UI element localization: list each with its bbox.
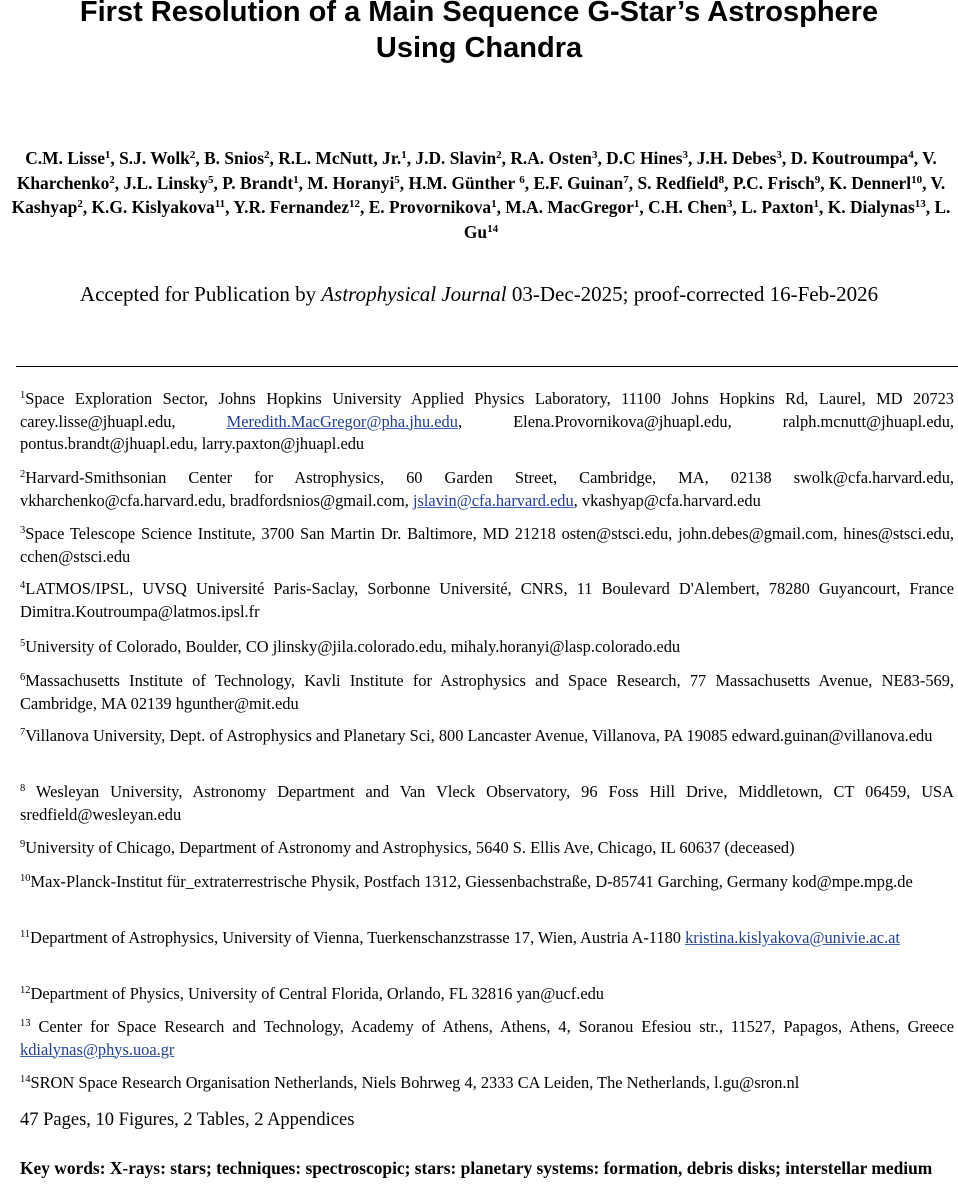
author: [510, 148, 597, 168]
affiliation-text: University of Colorado, Boulder, CO jlinsky@jila.colorado.edu, mihaly.horanyi@lasp.colorado.edu: [25, 637, 681, 656]
author-name: P.C. Frisch: [732, 172, 815, 193]
author: [606, 148, 688, 168]
author-name: C.H. Chen: [648, 197, 727, 217]
author-name: S. Redfield: [637, 172, 719, 193]
author-affiliation-number: 2: [77, 198, 83, 210]
author: [697, 148, 782, 168]
author-name: P. Brandt: [222, 172, 294, 193]
affiliation-number: 13: [20, 1018, 31, 1029]
author: [533, 173, 628, 193]
author-affiliation-number: 14: [487, 222, 499, 235]
affiliation-number: 12: [20, 985, 31, 996]
author-affiliation-number: 2: [496, 149, 502, 161]
author: [828, 197, 926, 217]
author: [119, 148, 195, 168]
affiliation-number: 5: [20, 638, 26, 649]
author: [648, 197, 732, 217]
divider-line: [16, 366, 958, 367]
affiliation-number: 7: [20, 727, 26, 738]
author-name: D.C Hines: [606, 148, 683, 168]
affiliation-number: 11: [20, 929, 31, 940]
affiliation-8: [20, 781, 954, 826]
author-affiliation-number: 8: [718, 173, 725, 186]
author-name: Y.R. Fernandez: [233, 197, 349, 217]
author-affiliation-number: 3: [776, 149, 782, 161]
title-line-2: Using Chandra: [375, 32, 583, 64]
affiliation-text: SRON Space Research Organisation Netherlands, Niels Bohrweg 4, 2333 CA Leiden, The Netherlands, l.gu@sron.nl: [30, 1073, 800, 1092]
author-name: E. Provornikova: [368, 197, 492, 217]
affiliation-text-continued: , Elena.Provornikova@jhuapl.edu, ralph.mcnutt@jhuapl.edu, pontus.brandt@jhuapl.edu, larry.paxton@jhuapl.edu: [20, 411, 954, 453]
affiliation-number: 4: [20, 580, 26, 591]
author-name: V. Kharchenko: [16, 148, 937, 193]
author-list: C.M. Lisse$^1$, S.J. Wolk$^2$, B. Snios$^2$, R.L. McNutt, Jr.$^1$, J.D. Slavin$^2$, R.A. Osten$^3$, D.C Hines$^3$, J.H. Debes$^3$, D. Koutroumpa$^4$, V. Kharchenko$^2$, J.L. Linsky$^5$, P. Brandt$^1$, M. Horanyi$^5$, H.M. Günther $^6$, E.F. Guinan$^7$, S. Redfield$^8$, P.C. Frisch$^9$, K. Dennerl$^{10}$, V. Kashyap$^2$, K.G. Kislyakova$^{11}$, Y.R. Fernandez$^{12}$, E. Provornikova$^1$, M.A. MacGregor$^1$, C.H. Chen$^3$, L. Paxton$^1$, K. Dialynas$^{13}$, L. Gu$^{14}$: [11, 148, 951, 242]
author: [791, 148, 914, 168]
author: [123, 173, 213, 193]
author-affiliation-number: 1: [491, 198, 497, 210]
affiliation-text: Space Telescope Science Institute, 3700 San Martin Dr. Baltimore, MD 21218 osten@stsci.edu, john.debes@gmail.com, hines@stsci.edu, cchen@stsci.edu: [20, 524, 954, 566]
author-name: C.M. Lisse: [25, 148, 105, 168]
author-name: E.F. Guinan: [533, 172, 624, 193]
affiliation-number: 2: [20, 469, 26, 480]
author: [369, 197, 497, 217]
author-name: D. Koutroumpa: [790, 148, 909, 168]
author-affiliation-number: 5: [208, 173, 214, 186]
author-name: B. Snios: [204, 148, 264, 168]
affiliation-2: [20, 467, 954, 512]
affiliation-text-continued: , vkashyap@cfa.harvard.edu: [573, 490, 761, 510]
journal-name: Astrophysical Journal: [321, 282, 507, 306]
affiliation-6: [20, 670, 954, 715]
author-name: K.G. Kislyakova: [91, 197, 215, 217]
author-affiliation-number: 3: [591, 149, 598, 161]
publication-note: [0, 280, 958, 308]
author-affiliation-number: 2: [109, 173, 115, 186]
publication-suffix: 03-Dec-2025; proof-corrected 16-Feb-2026: [506, 282, 879, 306]
author: [307, 173, 399, 193]
author-name: R.L. McNutt, Jr.: [278, 148, 402, 168]
author-affiliation-number: 2: [264, 149, 270, 161]
keywords: Key words: X-rays: stars; techniques: spectroscopic; stars: planetary systems: formation, debris disks; interstellar medium: [20, 1158, 933, 1178]
author-affiliation-number: 1: [813, 198, 820, 210]
author-name: M. Horanyi: [307, 172, 395, 193]
email-link[interactable]: Meredith.MacGregor@pha.jhu.edu: [226, 411, 458, 431]
page-stats: 47 Pages, 10 Figures, 2 Tables, 2 Appendices: [20, 1110, 355, 1130]
affiliation-14: [20, 1072, 954, 1095]
author: [278, 148, 407, 168]
author: [741, 197, 819, 217]
author-affiliation-number: 1: [401, 149, 407, 161]
affiliation-number: 1: [20, 390, 26, 401]
author: [233, 197, 360, 217]
author-name: S.J. Wolk: [119, 148, 190, 168]
author-affiliation-number: 13: [914, 198, 926, 210]
author-name: M.A. MacGregor: [505, 197, 634, 217]
affiliation-7: [20, 725, 954, 748]
affiliation-number: 10: [20, 873, 31, 884]
email-link[interactable]: kristina.kislyakova@univie.ac.at: [685, 928, 900, 947]
author: [733, 173, 820, 193]
author-name: J.L. Linsky: [123, 172, 209, 193]
affiliation-text: Max-Planck-Institut für_extraterrestrische Physik, Postfach 1312, Giessenbachstraße, D-85741 Garching, Germany kod@mpe.mpg.de: [30, 872, 913, 891]
author: [637, 173, 724, 193]
affiliation-12: [20, 983, 954, 1006]
affiliation-11: [20, 927, 954, 950]
author: [92, 197, 226, 217]
author: [415, 148, 501, 168]
affiliation-number: 8: [20, 783, 26, 794]
affiliation-text: Harvard-Smithsonian Center for Astrophysics, 60 Garden Street, Cambridge, MA, 02138 swolk@cfa.harvard.edu, vkharchenko@cfa.harvard.edu, bradfordsnios@gmail.com,: [20, 468, 954, 510]
author-name: H.M. Günther: [408, 172, 520, 193]
paper-title: [0, 0, 958, 66]
affiliation-text: Center for Space Research and Technology, Academy of Athens, Athens, 4, Soranou Efesiou str., 11527, Papagos, Athens, Greece: [30, 1017, 954, 1036]
affiliation-text: Space Exploration Sector, Johns Hopkins University Applied Physics Laboratory, 11100 Johns Hopkins Rd, Laurel, MD 20723 carey.lisse@jhuapl.edu,: [20, 389, 954, 431]
email-link[interactable]: kdialynas@phys.uoa.gr: [20, 1039, 175, 1059]
author-affiliation-number: 1: [633, 198, 640, 210]
author-affiliation-number: 1: [104, 149, 111, 161]
affiliation-number: 6: [20, 672, 26, 683]
affiliation-text: Villanova University, Dept. of Astrophysics and Planetary Sci, 800 Lancaster Avenue, Villanova, PA 19085 edward.guinan@villanova.edu: [25, 726, 933, 745]
affiliation-3: [20, 523, 954, 568]
affiliation-9: [20, 837, 954, 860]
author: [408, 173, 524, 193]
publication-prefix: Accepted for Publication by: [79, 282, 322, 306]
author-name: L. Paxton: [741, 197, 814, 217]
author-affiliation-number: 5: [394, 173, 400, 186]
affiliation-text: Department of Astrophysics, University of Vienna, Tuerkenschanzstrasse 17, Wien, Austria A-1180: [30, 928, 686, 947]
author-affiliation-number: 1: [293, 173, 299, 186]
affiliation-text: University of Chicago, Department of Astronomy and Astrophysics, 5640 S. Ellis Ave, Chicago, IL 60637 (deceased): [25, 838, 795, 857]
author-affiliation-number: 7: [623, 173, 629, 186]
affiliation-1: [20, 388, 954, 456]
author: [204, 148, 269, 168]
author-name: K. Dialynas: [827, 197, 915, 217]
author-name: J.D. Slavin: [415, 148, 497, 168]
author-name: R.A. Osten: [510, 148, 592, 168]
affiliation-10: [20, 871, 954, 894]
affiliation-number: 14: [20, 1074, 31, 1085]
author-name: J.H. Debes: [696, 148, 777, 168]
affiliation-number: 3: [20, 525, 26, 536]
affiliation-text: Massachusetts Institute of Technology, Kavli Institute for Astrophysics and Space Research, 77 Massachusetts Avenue, NE83-569, Cambridge, MA 02139 hgunther@mit.edu: [20, 671, 954, 713]
author-affiliation-number: 10: [911, 173, 923, 186]
affiliation-number: 9: [20, 839, 26, 850]
title-line-1: First Resolution of a Main Sequence G-Star’s Astrosphere: [79, 0, 879, 28]
author-name: V. Kashyap: [11, 172, 946, 217]
author: [505, 197, 639, 217]
affiliation-4: [20, 578, 954, 623]
author-affiliation-number: 3: [682, 149, 689, 161]
author: [222, 173, 298, 193]
author-name: K. Dennerl: [828, 172, 912, 193]
affiliation-13: [20, 1016, 954, 1061]
author-affiliation-number: 9: [814, 173, 821, 186]
author-affiliation-number: 11: [214, 198, 226, 210]
author-affiliation-number: 3: [726, 198, 733, 210]
author-affiliation-number: 6: [519, 173, 525, 186]
affiliation-5: [20, 636, 954, 659]
author: [829, 173, 922, 193]
author: [25, 148, 110, 168]
affiliation-text: Wesleyan University, Astronomy Department and Van Vleck Observatory, 96 Foss Hill Drive, Middletown, CT 06459, USA sredfield@wesleyan.edu: [20, 782, 954, 824]
affiliation-text: LATMOS/IPSL, UVSQ Université Paris-Saclay, Sorbonne Université, CNRS, 11 Boulevard D'Alembert, 78280 Guyancourt, France Dimitra.Koutroumpa@latmos.ipsl.fr: [20, 579, 954, 621]
email-link[interactable]: jslavin@cfa.harvard.edu: [412, 490, 574, 510]
author-name: L. Gu: [463, 197, 951, 242]
author-affiliation-number: 2: [189, 149, 196, 161]
author-affiliation-number: 12: [349, 198, 360, 210]
author-affiliation-number: 4: [908, 149, 914, 161]
affiliation-text: Department of Physics, University of Central Florida, Orlando, FL 32816 yan@ucf.edu: [30, 984, 604, 1003]
